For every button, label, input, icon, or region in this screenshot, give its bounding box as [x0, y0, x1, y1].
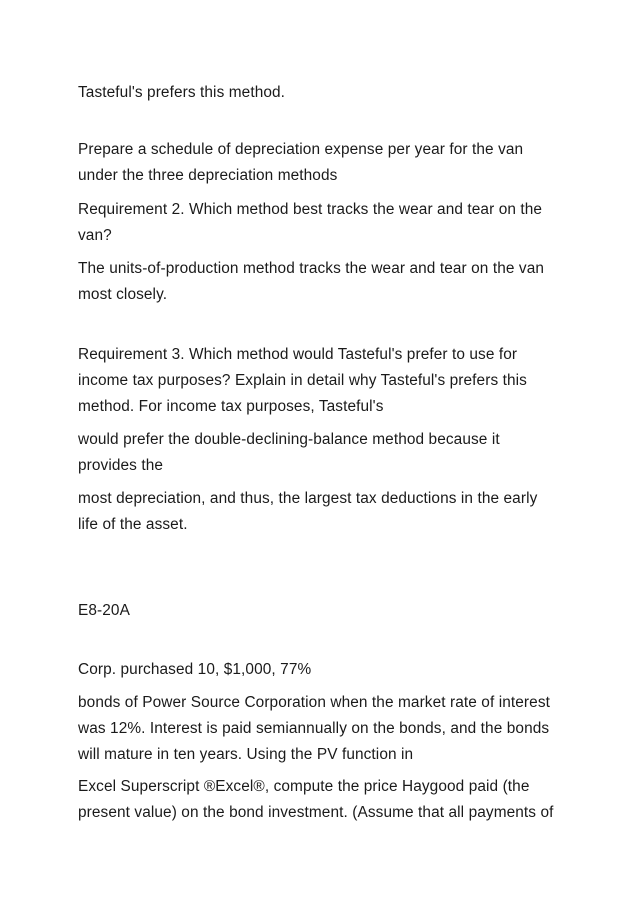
text-line: van?	[78, 227, 112, 244]
text-line: provides the	[78, 457, 164, 474]
paragraph-bond-details	[78, 690, 568, 768]
paragraph-schedule-prompt	[78, 137, 568, 189]
text-line: would prefer the double-declining-balance method because it	[78, 431, 500, 448]
text-line: income tax purposes? Explain in detail why Tasteful's prefers this	[78, 372, 527, 389]
text-line: Requirement 2. Which method best tracks the wear and tear on the	[78, 201, 543, 218]
paragraph-excel-instruction	[78, 774, 568, 826]
text-line: most closely.	[78, 286, 168, 303]
paragraph-requirement-2	[78, 197, 568, 249]
paragraph-answer-3b	[78, 486, 568, 538]
paragraph-answer-2	[78, 256, 568, 308]
text-line: Corp. purchased 10, $1,000, 77%	[78, 661, 312, 678]
exercise-heading	[78, 598, 568, 624]
text-line: Excel Superscript ®Excel®, compute the price Haygood paid (the	[78, 778, 530, 795]
paragraph-requirement-3	[78, 342, 568, 420]
text-line: The units-of-production method tracks the wear and tear on the van	[78, 260, 545, 277]
text-line: Tasteful's prefers this method.	[78, 84, 286, 101]
text-line: Requirement 3. Which method would Tasteful's prefer to use for	[78, 346, 518, 363]
text-line: under the three depreciation methods	[78, 167, 338, 184]
text-line: bonds of Power Source Corporation when the market rate of interest	[78, 694, 550, 711]
paragraph-closing-method	[78, 80, 568, 106]
text-line: Prepare a schedule of depreciation expense per year for the van	[78, 141, 524, 158]
paragraph-bond-purchase	[78, 657, 568, 683]
text-line: method. For income tax purposes, Tasteful's	[78, 398, 384, 415]
text-line: will mature in ten years. Using the PV function in	[78, 746, 414, 763]
text-line: most depreciation, and thus, the largest tax deductions in the early	[78, 490, 538, 507]
text-line: life of the asset.	[78, 516, 188, 533]
text-line: E8-20A	[78, 602, 130, 619]
text-line: present value) on the bond investment. (Assume that all payments of	[78, 804, 554, 821]
paragraph-answer-3a	[78, 427, 568, 479]
text-line: was 12%. Interest is paid semiannually on the bonds, and the bonds	[78, 720, 550, 737]
